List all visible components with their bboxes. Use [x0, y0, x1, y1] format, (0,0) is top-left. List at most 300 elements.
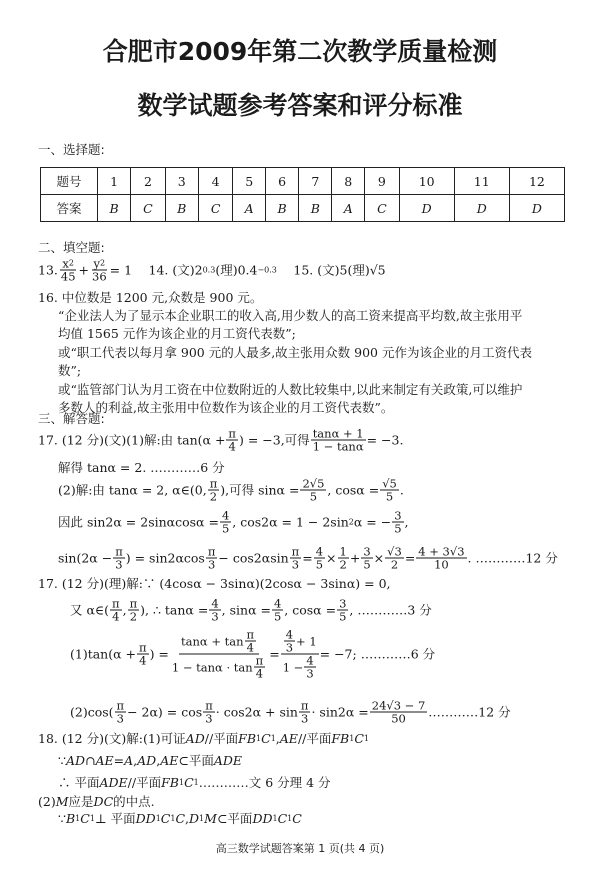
text-run: + 1 [296, 634, 317, 649]
text-run: //平面 [127, 775, 162, 790]
denominator [90, 271, 109, 283]
text-run: 3 [116, 711, 124, 726]
text-run: 16. 中位数是 1200 元,众数是 900 元。 [38, 290, 263, 305]
answer-line [38, 258, 386, 283]
text-run: 4 [285, 627, 294, 642]
text-run: π [112, 596, 120, 611]
question-number-cell: 5 [233, 168, 266, 195]
text-run: 因此 sin2α = 2sinαcosα = [58, 514, 219, 530]
text-run: 4 [273, 596, 282, 611]
fraction [115, 700, 127, 725]
denominator [206, 559, 217, 571]
math-variable: D [189, 811, 200, 826]
question-number-cell: 6 [266, 168, 299, 195]
document-title: 合肥市2009年第二次教学质量检测 [102, 37, 498, 66]
answer-line [58, 382, 522, 398]
question-number-cell: 11 [454, 168, 509, 195]
answer-line [70, 700, 511, 725]
denominator [392, 523, 403, 535]
answer-line [70, 598, 432, 623]
text-run: , cosα = [327, 482, 380, 498]
text-run: 3 [301, 711, 309, 726]
text-run: 5 [309, 489, 318, 504]
fraction [380, 478, 399, 503]
fraction [361, 546, 372, 571]
fraction [304, 655, 315, 680]
text-run: √3 [387, 544, 402, 559]
answer-line [70, 629, 435, 680]
text-run: 5 [273, 609, 282, 624]
text-run: …………文 6 分理 4 分 [198, 775, 331, 790]
text-run: (2) [38, 794, 56, 809]
denominator [209, 611, 220, 623]
denominator [113, 559, 124, 571]
section-heading-fill: 二、填空题: [38, 240, 105, 255]
text-run: = −7; …………6 分 [319, 646, 436, 662]
text-run: π [205, 698, 213, 713]
text-run: //平面 [297, 731, 332, 746]
text-run: 均值 1565 元作为该企业的月工资代表数”; [58, 326, 296, 341]
fraction [59, 258, 78, 283]
math-variable: FB [238, 731, 257, 746]
text-run: , sinα = [221, 602, 271, 618]
subscript: 1 [178, 777, 185, 787]
answer-cell: B [165, 195, 198, 222]
text-run: π [246, 627, 255, 642]
text-run: 4 [246, 640, 254, 655]
text-run: 17. (12 分)(理)解:∵ (4cosα − 3sinα)(2cosα − 3sinα) = 0, [38, 576, 391, 591]
denominator [59, 271, 78, 283]
text-run: + [349, 550, 361, 566]
math-variable: C [184, 775, 194, 790]
text-run: . [399, 482, 404, 498]
text-run: //平面 [204, 731, 239, 746]
answer-line [38, 731, 369, 747]
subscript: 1 [363, 733, 369, 743]
text-run: 4 [306, 653, 314, 668]
fraction [206, 546, 218, 571]
text-run: = [269, 646, 280, 662]
text-run: , [185, 811, 190, 826]
denominator [284, 642, 295, 654]
answer-line [58, 775, 331, 791]
math-variable: ADE [99, 775, 128, 790]
text-run: 1 [339, 544, 347, 559]
text-run: 4 + 3√3 [418, 544, 465, 559]
answer-cell: B [299, 195, 332, 222]
text-run: π [291, 544, 300, 559]
text-run: (2)cos( [70, 704, 114, 720]
text-run: × [326, 550, 337, 566]
fraction [226, 428, 238, 453]
text-run: 24√3 − 7 [371, 698, 426, 713]
fraction [416, 546, 466, 571]
section-heading-choice: 一、选择题: [38, 142, 105, 157]
text-run: 的中点. [113, 794, 155, 809]
math-variable: C [160, 811, 171, 826]
numerator [179, 629, 259, 655]
superscript: 2 [68, 258, 74, 268]
text-run: 应是 [68, 794, 94, 809]
text-run: 2 [390, 557, 399, 572]
answer-line [58, 478, 404, 503]
question-number-cell: 9 [365, 168, 399, 195]
denominator [245, 642, 256, 654]
question-number-cell: 8 [332, 168, 365, 195]
text-run: + [78, 262, 90, 278]
math-variable: M [204, 811, 217, 826]
text-run: 2 [209, 489, 218, 504]
text-run: 多数人的利益,故主张用中位数作为该企业的月工资代表数”。 [58, 400, 394, 415]
text-run: = −3. [366, 432, 404, 448]
answer-cell: C [365, 195, 399, 222]
text-run: 15. (文)5(理)√5 [276, 262, 386, 278]
math-variable: M [55, 794, 69, 809]
answer-row [41, 195, 565, 222]
text-run: α = − [353, 514, 392, 530]
math-variable: AD [65, 753, 86, 768]
text-run: 3 [205, 711, 213, 726]
text-run: 5 [363, 557, 371, 572]
text-run: 2√5 [302, 476, 325, 491]
text-run: sin(2α − [58, 550, 113, 566]
text-run: , cos2α = 1 − 2sin [232, 514, 349, 530]
text-run: 3 [211, 609, 219, 624]
fraction [385, 546, 404, 571]
denominator [304, 668, 315, 680]
text-run: 3 [339, 596, 347, 611]
numerator [281, 629, 319, 655]
text-run: ∴ 平面 [58, 775, 100, 790]
text-run: 10 [434, 557, 449, 572]
text-run: (2)解:由 tanα = 2, α∈(0, [58, 482, 207, 498]
subscript: 1 [272, 813, 278, 823]
denominator [384, 491, 395, 503]
superscript: −0.3 [257, 265, 277, 275]
text-run: π [116, 698, 125, 713]
denominator [272, 611, 283, 623]
answer-line [58, 326, 296, 342]
text-run: 18. (12 分)(文)解:(1)可证 [38, 731, 186, 746]
denominator [115, 713, 126, 725]
fraction [137, 642, 149, 667]
fraction [203, 700, 215, 725]
denominator [203, 713, 214, 725]
text-run: (理)0.4 [215, 262, 258, 278]
fraction [90, 258, 109, 283]
text-run: 或“职工代表以每月拿 900 元的人最多,故主张用众数 900 元作为该企业的月工资代表 [58, 345, 532, 360]
text-run: π [255, 653, 264, 668]
math-variable: AE [95, 753, 114, 768]
answer-cell: D [454, 195, 509, 222]
denominator [314, 559, 325, 571]
denominator [281, 655, 319, 680]
text-run: ⊥ 平面 [94, 811, 136, 826]
text-run: = 1 14. (文)2 [109, 262, 203, 278]
text-run: 4 [211, 596, 219, 611]
answer-line [38, 576, 391, 592]
math-variable: C [292, 811, 302, 826]
text-run: 3 [394, 508, 402, 523]
text-run: ∵ [58, 753, 66, 768]
fraction [110, 598, 122, 623]
answer-cell: A [233, 195, 266, 222]
text-run: ) = sin2αcos [125, 550, 205, 566]
text-run: 3 [363, 544, 371, 559]
answer-cell: A [332, 195, 365, 222]
denominator [110, 611, 121, 623]
fraction [392, 510, 403, 535]
math-variable: AD [185, 731, 205, 746]
answer-line [58, 546, 558, 571]
text-run: 2 [339, 557, 347, 572]
question-number-cell: 4 [198, 168, 232, 195]
text-run: 3 [207, 557, 216, 572]
question-number-row [41, 168, 565, 195]
text-run: = [113, 753, 125, 768]
fraction [220, 510, 231, 535]
text-run: (1)tan(α + [70, 646, 136, 662]
denominator [338, 559, 349, 571]
denominator [432, 559, 451, 571]
answer-cell: D [509, 195, 564, 222]
text-run: tanα + tan [181, 634, 244, 649]
text-run: 3 [291, 557, 300, 572]
denominator [299, 713, 310, 725]
math-variable: C [354, 731, 364, 746]
text-run: · cos2α + sin [215, 704, 298, 720]
subscript: 1 [75, 813, 81, 823]
subscript: 1 [199, 813, 205, 823]
text-run: 数”; [58, 363, 82, 378]
fraction [311, 428, 366, 453]
text-run: 13. [38, 262, 58, 278]
text-run: 45 [60, 269, 76, 284]
superscript: 0.3 [202, 265, 216, 275]
text-run: ⊂平面 [216, 811, 253, 826]
denominator [361, 559, 372, 571]
fraction [209, 598, 220, 623]
answer-cell: D [399, 195, 454, 222]
math-variable: C [80, 811, 90, 826]
page-footer: 高三数学试题答案第 1 页(共 4 页) [215, 842, 385, 855]
question-number-cell: 12 [509, 168, 564, 195]
text-run: , [156, 753, 161, 768]
text-run: , [275, 731, 280, 746]
text-run: ) = −3,可得 [238, 432, 310, 448]
text-run: , cosα = [284, 602, 337, 618]
text-run: 1 − tanα · tan [171, 660, 253, 675]
row-header: 答案 [41, 195, 98, 222]
text-run: 4 [315, 544, 324, 559]
text-run: √5 [382, 476, 397, 491]
math-variable: ADE [213, 753, 243, 768]
subscript: 1 [89, 813, 95, 823]
math-variable: C [175, 811, 186, 826]
text-run: 5 [221, 521, 230, 536]
text-run: π [228, 426, 236, 441]
fraction [272, 598, 283, 623]
text-run: 5 [339, 609, 347, 624]
math-variable: DD [135, 811, 156, 826]
text-run: 5 [315, 557, 324, 572]
subscript: 1 [193, 777, 199, 787]
fraction [314, 546, 325, 571]
answer-line [38, 290, 262, 306]
fraction [113, 546, 125, 571]
text-run: = [404, 550, 416, 566]
fraction [254, 655, 266, 680]
fraction [370, 700, 428, 725]
text-run: 5 [394, 521, 402, 536]
denominator [137, 655, 148, 667]
fraction [281, 629, 319, 680]
math-variable: FB [331, 731, 350, 746]
text-run: = [302, 550, 313, 566]
math-variable: B [65, 811, 76, 826]
subscript: 1 [256, 733, 262, 743]
subscript: 1 [170, 813, 176, 823]
row-header: 题号 [41, 168, 98, 195]
text-run: × [373, 550, 385, 566]
section-heading-solutions: 三、解答题: [38, 411, 105, 426]
text-run: 5 [385, 489, 394, 504]
fraction [245, 629, 257, 654]
answer-line [58, 308, 522, 324]
text-run: π [115, 544, 123, 559]
text-run: − cos2αsin [218, 550, 289, 566]
question-number-cell: 7 [299, 168, 332, 195]
math-variable: FB [161, 775, 179, 790]
fraction [338, 546, 349, 571]
text-run: π [300, 698, 309, 713]
text-run: ),可得 sinα = [220, 482, 300, 498]
fraction [284, 629, 295, 654]
text-run: 4 [255, 666, 264, 681]
subscript: 1 [270, 733, 276, 743]
text-run: 1 − tanα [312, 439, 364, 454]
text-run: π [207, 544, 216, 559]
text-run: 3 [285, 640, 294, 655]
text-run: 1 − [282, 660, 304, 675]
text-run: 36 [92, 269, 107, 284]
superscript: 2 [348, 517, 354, 527]
text-run: ∩ [85, 753, 96, 768]
answer-line [38, 428, 403, 453]
text-run: 或“监管部门认为月工资在中位数附近的人数比较集中,以此来制定有关政策,可以维护 [58, 382, 523, 397]
text-run: y [93, 256, 101, 271]
fraction [290, 546, 302, 571]
answer-cell: C [198, 195, 232, 222]
answer-line [58, 345, 532, 361]
answer-cell: C [131, 195, 165, 222]
denominator [170, 655, 268, 680]
text-run: 3 [115, 557, 123, 572]
answer-line [58, 460, 225, 476]
text-run: 又 α∈( [70, 602, 110, 618]
text-run: 4 [221, 508, 230, 523]
denominator [311, 441, 366, 453]
denominator [208, 491, 219, 503]
superscript: 2 [100, 258, 106, 268]
math-variable: C [277, 811, 288, 826]
text-run: ), ∴ tanα = [140, 602, 209, 618]
answer-table [40, 167, 565, 222]
answer-line [58, 753, 242, 769]
denominator [227, 441, 238, 453]
fraction [300, 478, 326, 503]
subscript: 1 [349, 733, 355, 743]
answer-line [38, 794, 155, 810]
text-run: − 2α) = cos [127, 704, 203, 720]
math-variable: DD [252, 811, 273, 826]
text-run: 4 [228, 439, 236, 454]
fraction [128, 598, 140, 623]
question-number-cell: 1 [98, 168, 131, 195]
fraction [170, 629, 268, 680]
answer-line [58, 811, 302, 827]
text-run: ) = [149, 646, 169, 662]
denominator [220, 523, 231, 535]
fraction [299, 700, 311, 725]
denominator [308, 491, 319, 503]
math-variable: DC [93, 794, 114, 809]
text-run: 3 [306, 666, 314, 681]
text-run: , [133, 753, 138, 768]
text-run: 17. (12 分)(文)(1)解:由 tan(α + [38, 432, 226, 448]
text-run: 50 [391, 711, 406, 726]
answer-cell: B [266, 195, 299, 222]
denominator [254, 668, 265, 680]
text-run: 2 [129, 609, 138, 624]
denominator [389, 559, 400, 571]
text-run: 4 [112, 609, 120, 624]
text-run: ⊂平面 [178, 753, 214, 768]
denominator [389, 713, 408, 725]
text-run: , …………3 分 [349, 602, 432, 618]
text-run: . …………12 分 [467, 550, 558, 566]
denominator [337, 611, 348, 623]
fraction [208, 478, 220, 503]
text-run: π [129, 596, 138, 611]
math-variable: AE [279, 731, 298, 746]
answer-line [58, 400, 393, 416]
answer-line [58, 510, 409, 535]
subscript: 1 [155, 813, 161, 823]
text-run: , [404, 514, 409, 530]
math-variable: A [124, 753, 134, 768]
subscript: 1 [287, 813, 293, 823]
question-number-cell: 3 [165, 168, 198, 195]
math-variable: C [261, 731, 271, 746]
text-run: 解得 tanα = 2. …………6 分 [58, 460, 225, 475]
fraction [337, 598, 348, 623]
text-run: 4 [139, 653, 147, 668]
math-variable: AE [160, 753, 179, 768]
question-number-cell: 10 [399, 168, 454, 195]
text-run: tanα + 1 [312, 426, 364, 441]
text-run: π [209, 476, 218, 491]
text-run: “企业法人为了显示本企业职工的收入高,用少数人的高工资来提高平均数,故主张用平 [58, 308, 523, 323]
text-run: ∵ [58, 811, 66, 826]
text-run: π [139, 640, 147, 655]
denominator [290, 559, 301, 571]
answer-line [58, 363, 81, 379]
text-run: x [62, 256, 69, 271]
answer-cell: B [98, 195, 131, 222]
text-run: …………12 分 [428, 704, 511, 720]
text-run: , [122, 602, 127, 618]
